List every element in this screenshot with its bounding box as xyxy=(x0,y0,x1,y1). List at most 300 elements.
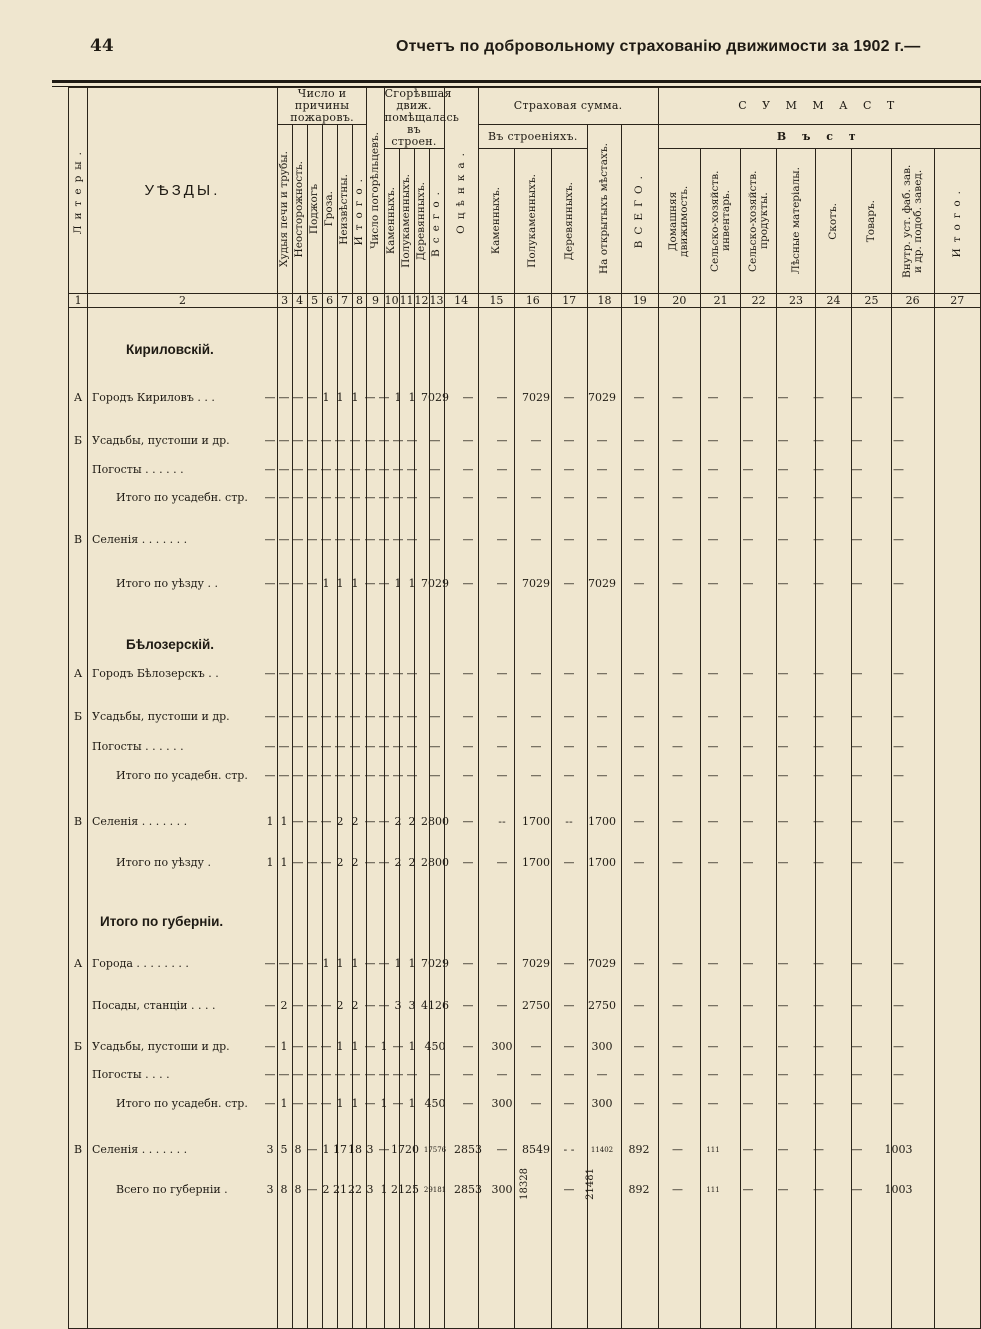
cell-col-26: — xyxy=(851,391,863,404)
cell-col-13: 1 xyxy=(408,957,416,970)
row-label: Погосты . . . . xyxy=(92,1068,170,1081)
cell-col-25: — xyxy=(813,1143,824,1156)
row-label: Всего по губерніи . xyxy=(116,1183,228,1196)
cell-col-14: — xyxy=(429,769,441,782)
cell-col-22: — xyxy=(707,856,719,869)
row-label: Итого по усадебн. стр. xyxy=(116,1097,248,1110)
cell-col-16: — xyxy=(496,391,508,404)
cell-col-6: — xyxy=(306,740,318,753)
cell-col-9: 2 xyxy=(351,856,359,869)
cell-col-19: — xyxy=(596,491,608,504)
cell-col-13: — xyxy=(406,740,418,753)
cell-col-11: — xyxy=(378,491,390,504)
cell-col-3: — xyxy=(264,1040,276,1053)
cell-col-13: — xyxy=(406,434,418,447)
cell-col-6: — xyxy=(306,533,318,546)
cell-col-25: — xyxy=(813,710,824,723)
cell-col-18: - - xyxy=(563,1143,575,1156)
row-label: Итого по усадебн. стр. xyxy=(116,769,248,782)
cell-col-21: — xyxy=(672,1143,683,1156)
cell-col-6: — xyxy=(306,491,318,504)
cell-col-21: — xyxy=(672,491,683,504)
cell-col-10: — xyxy=(364,740,376,753)
cell-col-7: — xyxy=(320,533,332,546)
cell-col-24: — xyxy=(777,577,789,590)
col-cause-2: Неосторожность. xyxy=(292,125,307,294)
cell-col-26: — xyxy=(851,710,863,723)
cell-col-26: — xyxy=(851,999,863,1012)
table-row xyxy=(68,1168,981,1200)
cell-col-22: — xyxy=(707,769,719,782)
table-row xyxy=(68,737,981,757)
cell-col-3: — xyxy=(264,1097,276,1110)
cell-col-10: — xyxy=(364,1097,376,1110)
row-literal: А xyxy=(73,957,83,970)
cell-col-23: — xyxy=(742,856,754,869)
cell-col-7: — xyxy=(320,1068,332,1081)
cell-col-22: — xyxy=(707,1068,719,1081)
cell-col-22: — xyxy=(707,391,719,404)
cell-col-12: — xyxy=(392,1068,404,1081)
cell-col-14: 2800 xyxy=(421,815,449,828)
cell-col-4: — xyxy=(278,577,290,590)
column-number: 11 xyxy=(399,294,414,307)
cell-col-6: — xyxy=(306,1143,318,1156)
cell-col-9: — xyxy=(349,434,361,447)
cell-col-3: — xyxy=(264,434,276,447)
cell-col-12: — xyxy=(392,533,404,546)
row-literal: В xyxy=(73,1143,83,1156)
cell-col-18: — xyxy=(563,740,575,753)
cell-col-24: — xyxy=(777,856,789,869)
summa-group-header: С У М М А С Т xyxy=(658,88,980,125)
cell-col-5: — xyxy=(292,434,304,447)
cell-col-11: — xyxy=(378,667,390,680)
page-number: 44 xyxy=(90,36,114,56)
cell-col-4: 1 xyxy=(280,856,288,869)
col-total-insured: ВСЕГО. xyxy=(622,125,658,294)
cell-col-13: — xyxy=(406,491,418,504)
section-title: Кириловскій. xyxy=(126,342,214,357)
cell-col-4: 1 xyxy=(280,1097,288,1110)
cell-col-7: 1 xyxy=(322,391,330,404)
cell-col-17: — xyxy=(530,769,542,782)
cell-col-18: — xyxy=(563,769,575,782)
cell-col-25: — xyxy=(813,1097,824,1110)
cell-col-25: — xyxy=(813,856,824,869)
cell-col-10: — xyxy=(364,1068,376,1081)
cell-col-14: 2800 xyxy=(421,856,449,869)
cell-col-22: — xyxy=(707,667,719,680)
cell-col-16: — xyxy=(496,1068,508,1081)
cell-col-6: — xyxy=(306,710,318,723)
cell-col-8: 1 xyxy=(336,957,344,970)
cell-col-15: — xyxy=(462,1097,474,1110)
row-label: Погосты . . . . . . xyxy=(92,740,184,753)
cell-col-26: — xyxy=(851,1143,863,1156)
cell-col-18: — xyxy=(563,667,575,680)
cell-col-14: 450 xyxy=(424,1040,446,1053)
column-number: 18 xyxy=(587,294,621,308)
cell-col-23: — xyxy=(742,999,754,1012)
cell-col-20: — xyxy=(633,491,645,504)
table-row xyxy=(68,388,981,408)
cell-col-18: — xyxy=(563,434,575,447)
cell-col-16: 300 xyxy=(491,1040,513,1053)
cell-col-16: — xyxy=(496,710,508,723)
column-number: 21 xyxy=(701,294,741,308)
cell-col-11: — xyxy=(378,999,390,1012)
cell-col-15: — xyxy=(462,1040,474,1053)
cell-col-25: — xyxy=(813,999,824,1012)
cell-col-26: — xyxy=(851,491,863,504)
col-insured-stone: Каменныхъ. xyxy=(478,149,514,294)
cell-col-4: 1 xyxy=(280,815,288,828)
cell-col-10: — xyxy=(364,815,376,828)
cell-col-8: 2 xyxy=(336,999,344,1012)
cell-col-22: — xyxy=(707,815,719,828)
cell-col-24: — xyxy=(777,1143,789,1156)
cell-col-8: 1 xyxy=(336,577,344,590)
cell-col-24: — xyxy=(777,491,789,504)
table-row xyxy=(68,766,981,786)
cell-col-19: 11402 xyxy=(590,1146,614,1154)
cell-col-14: — xyxy=(429,1068,441,1081)
cell-col-11: — xyxy=(378,463,390,476)
cell-col-27: — xyxy=(893,740,904,753)
column-number: 14 xyxy=(444,294,478,308)
cell-col-26: — xyxy=(851,577,863,590)
cell-col-17: 7029 xyxy=(522,577,550,590)
col-stone-6: Товаръ. xyxy=(852,149,892,294)
cell-col-7: 1 xyxy=(322,1143,330,1156)
cell-col-12: — xyxy=(392,434,404,447)
cell-col-18: — xyxy=(563,491,575,504)
cell-col-8: 2 xyxy=(336,856,344,869)
cell-col-18: — xyxy=(563,1068,575,1081)
cell-col-12: — xyxy=(392,491,404,504)
cell-col-26: — xyxy=(851,1068,863,1081)
cell-col-23: — xyxy=(742,1143,754,1156)
cell-col-22: — xyxy=(707,1040,719,1053)
cell-col-13: — xyxy=(406,710,418,723)
col-burned-total: Всего. xyxy=(429,149,444,294)
cell-col-6: — xyxy=(306,1068,318,1081)
column-number: 1 xyxy=(69,294,88,308)
cell-col-6: — xyxy=(306,577,318,590)
cell-col-7: — xyxy=(320,1040,332,1053)
cell-col-3: — xyxy=(264,491,276,504)
cell-col-22: — xyxy=(707,710,719,723)
in-buildings-header: Въ строеніяхъ. xyxy=(478,125,587,149)
column-number: 3 xyxy=(277,294,292,308)
cell-col-5: — xyxy=(292,957,304,970)
cell-col-16: — xyxy=(496,999,508,1012)
cell-col-22: 111 xyxy=(706,1186,720,1194)
cell-col-9: — xyxy=(349,533,361,546)
cell-col-23: — xyxy=(742,667,754,680)
column-number: 19 xyxy=(622,294,658,308)
cell-col-4: — xyxy=(278,533,290,546)
cell-col-5: 8 xyxy=(294,1183,302,1196)
cell-col-4: 1 xyxy=(280,1040,288,1053)
cell-col-7: 1 xyxy=(322,577,330,590)
table-row xyxy=(68,954,981,974)
col-cause-3: Поджогъ xyxy=(307,125,322,294)
cell-col-17: — xyxy=(530,1097,542,1110)
cell-col-17: — xyxy=(530,740,542,753)
cell-col-4: 2 xyxy=(280,999,288,1012)
cell-col-24: — xyxy=(777,769,789,782)
cell-col-5: — xyxy=(292,463,304,476)
cell-col-23: — xyxy=(742,740,754,753)
cell-col-27: — xyxy=(893,391,904,404)
row-literal: А xyxy=(73,667,83,680)
cell-col-9: 2 xyxy=(351,999,359,1012)
table-row xyxy=(68,1065,981,1085)
cell-col-3: — xyxy=(264,710,276,723)
cell-col-4: — xyxy=(278,667,290,680)
cell-col-25: — xyxy=(813,533,824,546)
cell-col-13: 25 xyxy=(405,1183,419,1196)
cell-col-5: — xyxy=(292,1068,304,1081)
cell-col-21: — xyxy=(672,957,683,970)
table-row xyxy=(68,1140,981,1160)
cell-col-14: — xyxy=(429,667,441,680)
cell-col-17: — xyxy=(530,1068,542,1081)
cell-col-12: — xyxy=(392,710,404,723)
cell-col-4: — xyxy=(278,463,290,476)
col-insured-wooden: Деревянныхъ. xyxy=(551,149,587,294)
cell-col-16: — xyxy=(496,533,508,546)
row-label: Селенія . . . . . . . xyxy=(92,815,188,828)
cell-col-4: — xyxy=(278,491,290,504)
cell-col-23: — xyxy=(742,769,754,782)
cell-col-26: — xyxy=(851,1183,863,1196)
column-number: 13 xyxy=(429,294,444,307)
column-number: 24 xyxy=(815,294,851,308)
cell-col-27: — xyxy=(893,667,904,680)
cell-col-3: — xyxy=(264,577,276,590)
cell-col-13: — xyxy=(406,533,418,546)
row-label: Селенія . . . . . . . xyxy=(92,1143,188,1156)
cell-col-25: — xyxy=(813,740,824,753)
cell-col-14: 7029 xyxy=(421,391,449,404)
cell-col-14: 450 xyxy=(424,1097,446,1110)
column-number-row xyxy=(69,294,981,308)
cell-col-9: 22 xyxy=(348,1183,362,1196)
cell-col-6: — xyxy=(306,999,318,1012)
cell-col-22: — xyxy=(707,463,719,476)
cell-col-23: — xyxy=(742,491,754,504)
cell-col-23: — xyxy=(742,391,754,404)
cell-col-27: — xyxy=(893,434,904,447)
cell-col-26: — xyxy=(851,856,863,869)
cell-col-6: — xyxy=(306,463,318,476)
cell-col-19: — xyxy=(596,463,608,476)
cell-col-3: — xyxy=(264,463,276,476)
cell-col-9: 18 xyxy=(348,1143,362,1156)
cell-col-8: 1 xyxy=(336,391,344,404)
cell-col-25: — xyxy=(813,957,824,970)
column-number: 25 xyxy=(852,294,892,308)
cell-col-14: 7029 xyxy=(421,957,449,970)
cell-col-20: — xyxy=(633,1040,645,1053)
cell-col-26: — xyxy=(851,463,863,476)
cell-col-23: — xyxy=(742,1068,754,1081)
cell-col-11: — xyxy=(378,815,390,828)
cell-col-20: — xyxy=(633,1068,645,1081)
cell-col-6: — xyxy=(306,667,318,680)
cell-col-24: — xyxy=(777,1040,789,1053)
cell-col-26: — xyxy=(851,957,863,970)
cell-col-16: — xyxy=(496,577,508,590)
cell-col-27: — xyxy=(893,1040,904,1053)
cell-col-19: 1700 xyxy=(588,856,616,869)
cell-col-5: — xyxy=(292,533,304,546)
cell-col-16: — xyxy=(496,491,508,504)
cell-col-6: — xyxy=(306,1040,318,1053)
cell-col-15: — xyxy=(462,463,474,476)
cell-col-18: — xyxy=(563,1040,575,1053)
cell-col-15: — xyxy=(462,769,474,782)
cell-col-7: — xyxy=(320,463,332,476)
cell-col-7: 2 xyxy=(322,1183,330,1196)
cell-col-11: — xyxy=(378,1068,390,1081)
cell-col-17: — xyxy=(530,491,542,504)
cell-col-18: — xyxy=(563,1183,575,1196)
cell-col-27: — xyxy=(893,1097,904,1110)
cell-col-10: — xyxy=(364,957,376,970)
table-row xyxy=(68,574,981,594)
cell-col-7: — xyxy=(320,491,332,504)
cell-col-25: — xyxy=(813,463,824,476)
cell-col-6: — xyxy=(306,769,318,782)
col-cause-5: Неизвѣстны. xyxy=(337,125,352,294)
cell-col-15: — xyxy=(462,1068,474,1081)
cell-col-25: — xyxy=(813,434,824,447)
cell-col-26: — xyxy=(851,740,863,753)
col-valuation-header: Оцѣнка. xyxy=(444,88,478,294)
cell-col-16: — xyxy=(496,463,508,476)
cell-col-11: — xyxy=(378,710,390,723)
cell-col-19: — xyxy=(596,533,608,546)
cell-col-27: 1003 xyxy=(884,1183,913,1196)
cell-col-3: 1 xyxy=(266,815,274,828)
cell-col-17: 18328 xyxy=(519,1168,530,1200)
table-row xyxy=(68,664,981,684)
cell-col-21: — xyxy=(672,1040,683,1053)
cell-col-20: — xyxy=(633,1097,645,1110)
cell-col-20: — xyxy=(633,957,645,970)
column-number: 16 xyxy=(515,294,551,308)
cell-col-15: — xyxy=(462,999,474,1012)
cell-col-10: — xyxy=(364,856,376,869)
cell-col-14: 29181 xyxy=(423,1186,447,1194)
cell-col-9: — xyxy=(349,769,361,782)
table-row xyxy=(68,530,981,550)
cell-col-27: — xyxy=(893,815,904,828)
cell-col-5: — xyxy=(292,710,304,723)
cell-col-26: — xyxy=(851,1040,863,1053)
cell-col-16: — xyxy=(496,434,508,447)
cell-col-20: — xyxy=(633,533,645,546)
cell-col-14: — xyxy=(429,533,441,546)
cell-col-24: — xyxy=(777,463,789,476)
cell-col-21: — xyxy=(672,463,683,476)
col-open-places: На открытыхъ мѣстахъ. xyxy=(587,125,621,294)
cell-col-20: — xyxy=(633,391,645,404)
cell-col-23: — xyxy=(742,815,754,828)
cell-col-9: — xyxy=(349,1068,361,1081)
cell-col-9: 2 xyxy=(351,815,359,828)
cell-col-13: — xyxy=(406,667,418,680)
cell-col-3: — xyxy=(264,999,276,1012)
cell-col-11: 1 xyxy=(380,1097,388,1110)
cell-col-11: 1 xyxy=(380,1040,388,1053)
cell-col-11: — xyxy=(378,434,390,447)
cell-col-9: — xyxy=(349,740,361,753)
cell-col-5: — xyxy=(292,856,304,869)
cell-col-7: — xyxy=(320,667,332,680)
cell-col-8: 17 xyxy=(333,1143,347,1156)
cell-col-13: 1 xyxy=(408,391,416,404)
cell-col-11: — xyxy=(378,740,390,753)
cell-col-18: — xyxy=(563,1097,575,1110)
cell-col-20: — xyxy=(633,434,645,447)
cell-col-24: — xyxy=(777,740,789,753)
col-stone-1: Домашняя движимость. xyxy=(658,149,701,294)
cell-col-26: — xyxy=(851,667,863,680)
table-row xyxy=(68,853,981,873)
cell-col-26: — xyxy=(851,434,863,447)
cell-col-8: — xyxy=(334,434,346,447)
cell-col-24: — xyxy=(777,391,789,404)
cell-col-20: — xyxy=(633,463,645,476)
cell-col-8: — xyxy=(334,740,346,753)
cell-col-5: — xyxy=(292,815,304,828)
cell-col-7: — xyxy=(320,856,332,869)
cell-col-17: — xyxy=(530,710,542,723)
column-number: 17 xyxy=(551,294,587,308)
row-label: Города . . . . . . . . xyxy=(92,957,189,970)
cell-col-5: — xyxy=(292,1097,304,1110)
column-number: 23 xyxy=(777,294,816,308)
cell-col-9: 1 xyxy=(351,1040,359,1053)
row-literal: Б xyxy=(73,1040,83,1053)
row-label: Погосты . . . . . . xyxy=(92,463,184,476)
cell-col-3: — xyxy=(264,667,276,680)
cell-col-27: — xyxy=(893,856,904,869)
section-title: Итого по губерніи. xyxy=(100,914,224,929)
cell-col-16: — xyxy=(496,856,508,869)
cell-col-22: — xyxy=(707,999,719,1012)
cell-col-13: 2 xyxy=(408,856,416,869)
cell-col-19: — xyxy=(596,434,608,447)
col-insured-semistone: Полукаменныхъ. xyxy=(515,149,551,294)
cell-col-17: 2750 xyxy=(522,999,550,1012)
cell-col-12: 2 xyxy=(394,856,402,869)
col-burned-stone: Каменныхъ. xyxy=(384,149,399,294)
cell-col-16: — xyxy=(496,667,508,680)
cell-col-25: — xyxy=(813,815,824,828)
cell-col-15: 2853 xyxy=(454,1183,482,1196)
col-cause-6: Итого. xyxy=(352,125,367,294)
cell-col-16: — xyxy=(496,740,508,753)
cell-col-10: — xyxy=(364,434,376,447)
col-stone-4: Лѣсные матеріалы. xyxy=(777,149,816,294)
cell-col-6: — xyxy=(306,391,318,404)
